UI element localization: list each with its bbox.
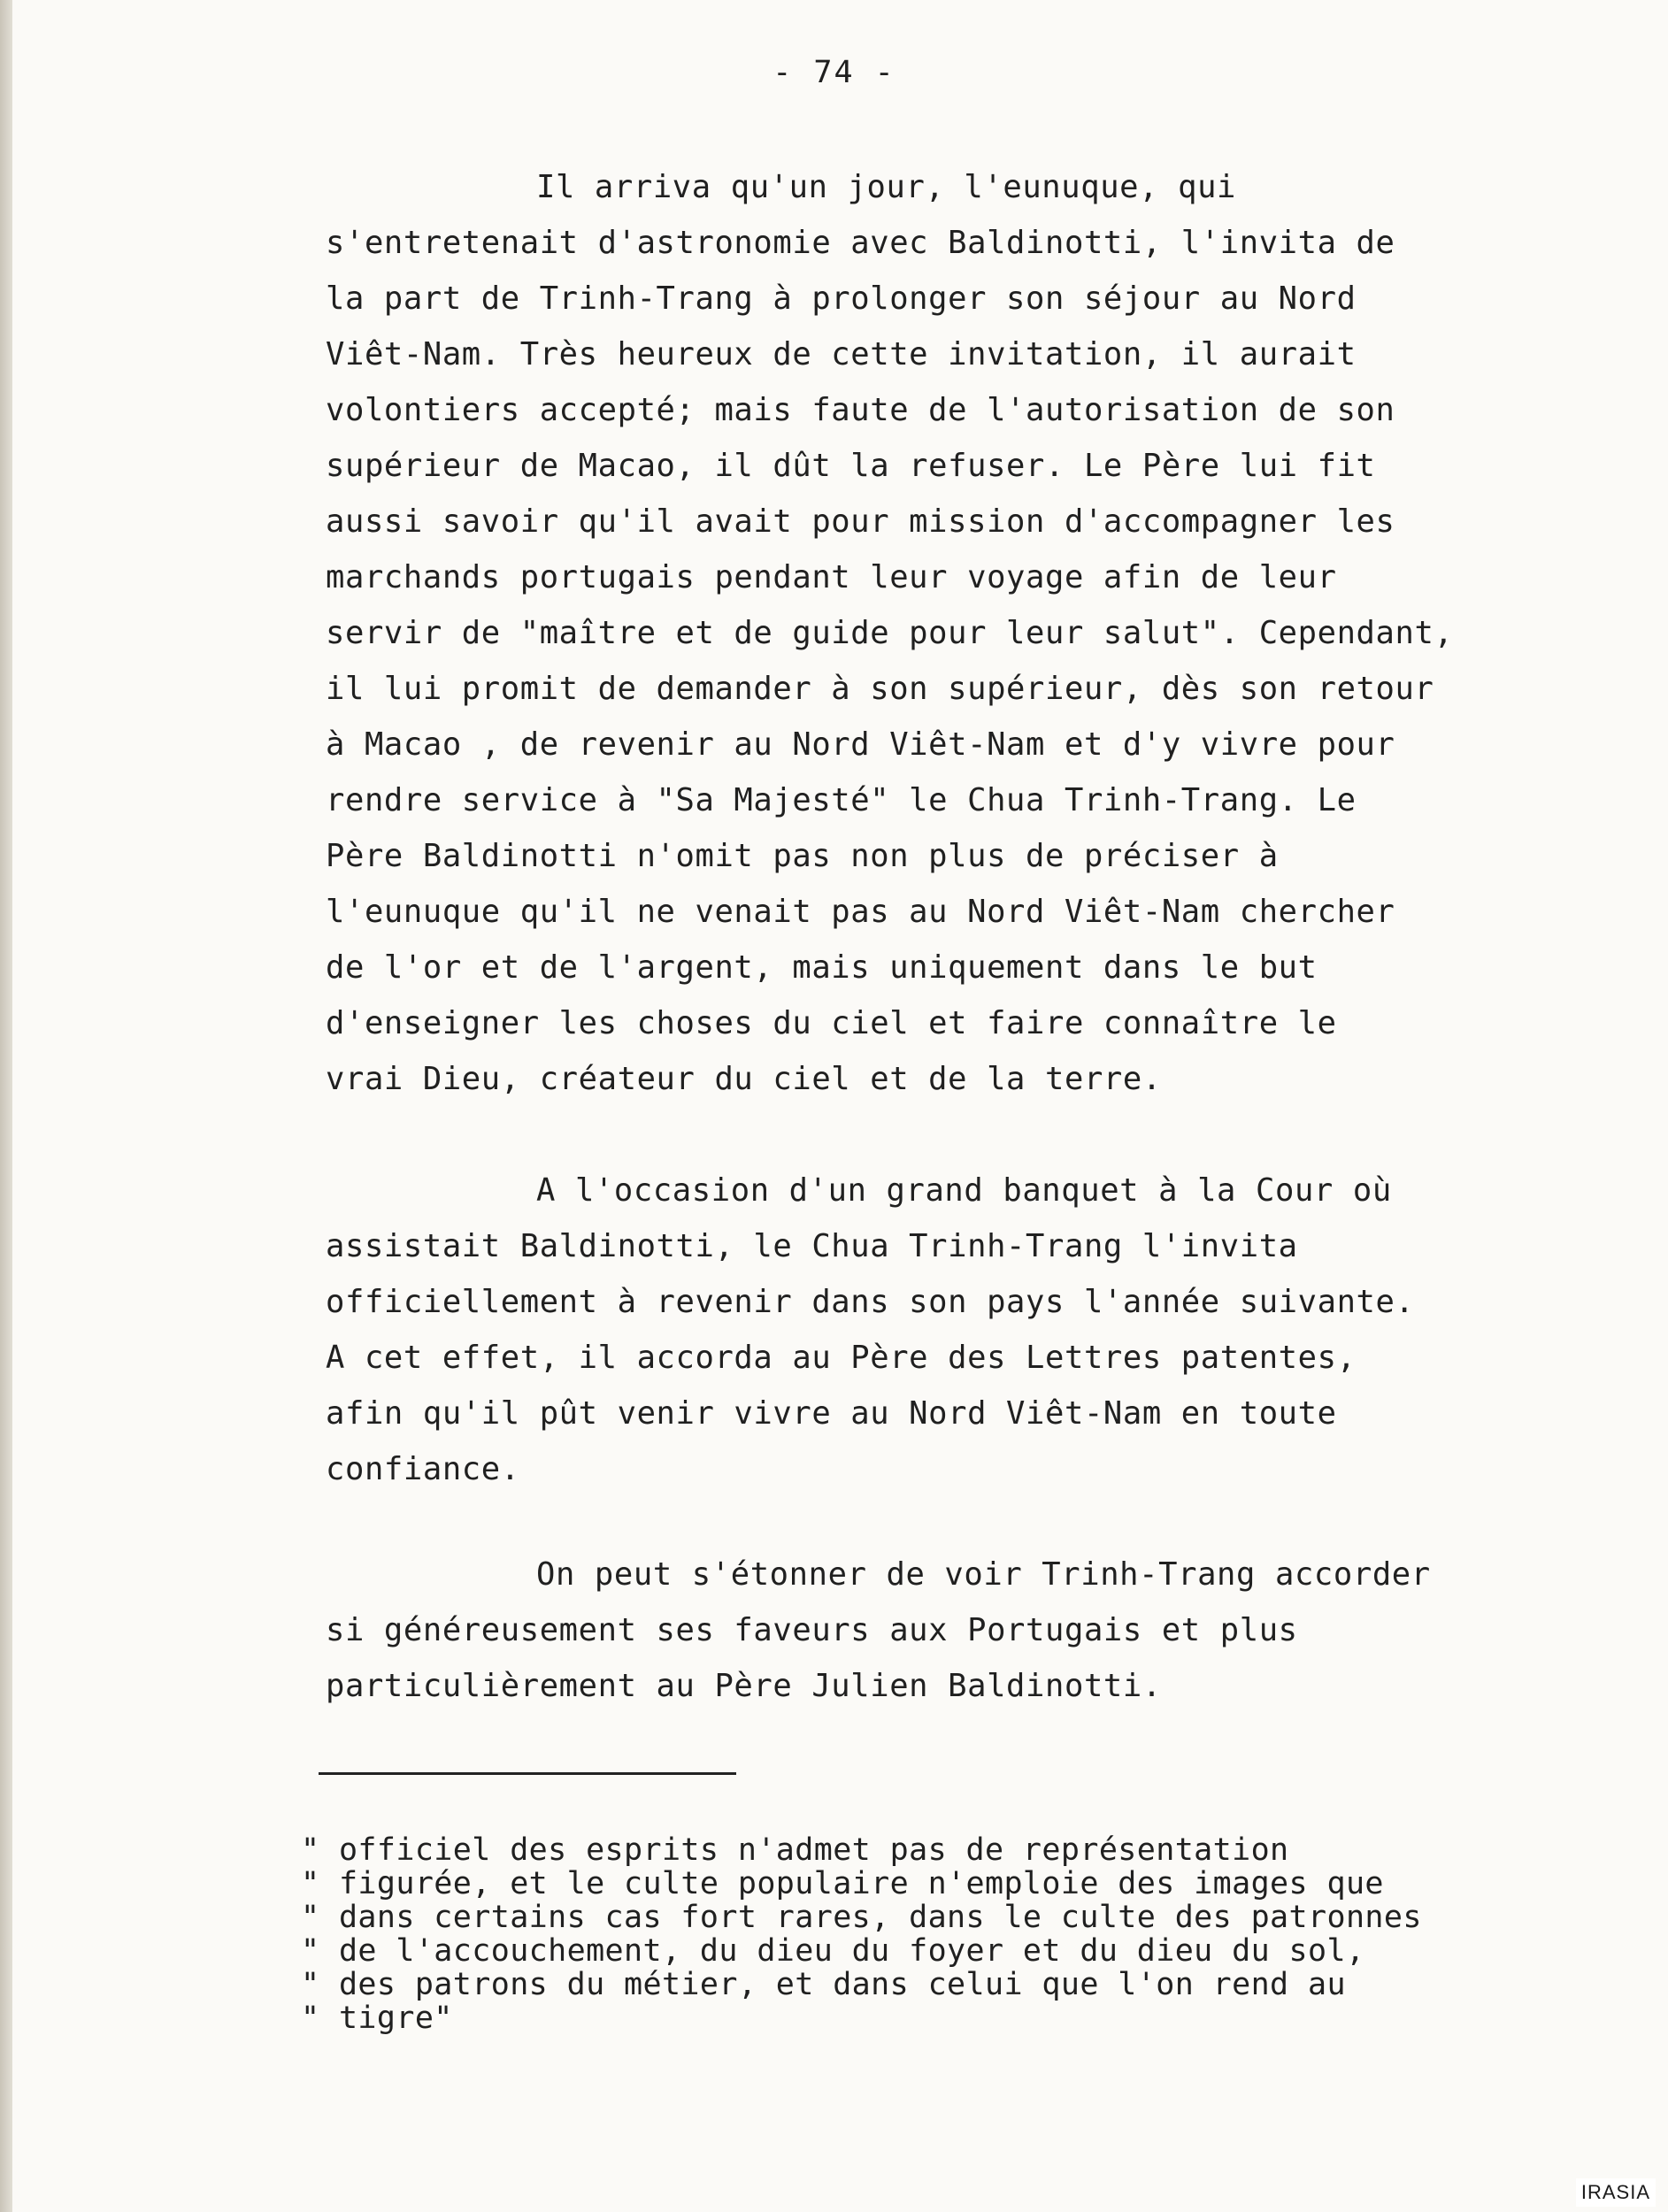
footnote-line: " figurée, et le culte populaire n'emploie des images que	[301, 1866, 1384, 1901]
text-line: il lui promit de demander à son supérieur, dès son retour	[326, 671, 1434, 707]
text-line: à Macao , de revenir au Nord Viêt-Nam et d'y vivre pour	[326, 726, 1395, 763]
text-line: la part de Trinh-Trang à prolonger son séjour au Nord	[326, 280, 1357, 317]
text-line: volontiers accepté; mais faute de l'autorisation de son	[326, 392, 1395, 428]
text-line: si généreusement ses faveurs aux Portugais et plus	[326, 1612, 1298, 1648]
footnote	[301, 1833, 1575, 2035]
text-line: confiance.	[326, 1451, 520, 1487]
text-line: officiellement à revenir dans son pays l'année suivante.	[326, 1284, 1415, 1320]
text-line: l'eunuque qu'il ne venait pas au Nord Viêt-Nam chercher	[326, 894, 1395, 930]
text-line: marchands portugais pendant leur voyage afin de leur	[326, 559, 1337, 595]
text-line: particulièrement au Père Julien Baldinotti.	[326, 1668, 1162, 1704]
paragraph-3	[326, 1547, 1511, 1714]
text-line: On peut s'étonner de voir Trinh-Trang accorder	[536, 1556, 1431, 1593]
footnote-line: " de l'accouchement, du dieu du foyer et du dieu du sol,	[301, 1933, 1365, 1969]
footnote-line: " tigre"	[301, 2001, 453, 2036]
text-line: s'entretenait d'astronomie avec Baldinotti, l'invita de	[326, 225, 1395, 261]
page-number: - 74 -	[773, 55, 895, 90]
text-line: A cet effet, il accorda au Père des Lettres patentes,	[326, 1340, 1357, 1376]
text-line: A l'occasion d'un grand banquet à la Cour où	[536, 1172, 1392, 1209]
text-line: Père Baldinotti n'omit pas non plus de préciser à	[326, 838, 1279, 874]
paragraph-2	[326, 1163, 1511, 1497]
text-line: vrai Dieu, créateur du ciel et de la terre.	[326, 1061, 1162, 1097]
footnote-separator	[319, 1772, 736, 1775]
archive-watermark: IRASIA	[1576, 2178, 1656, 2207]
text-line: de l'or et de l'argent, mais uniquement dans le but	[326, 949, 1318, 986]
text-line: afin qu'il pût venir vivre au Nord Viêt-Nam en toute	[326, 1395, 1337, 1432]
paragraph-1	[326, 159, 1511, 1107]
text-line: Viêt-Nam. Très heureux de cette invitation, il aurait	[326, 336, 1357, 373]
text-line: supérieur de Macao, il dût la refuser. Le Père lui fit	[326, 448, 1376, 484]
text-line: assistait Baldinotti, le Chua Trinh-Trang l'invita	[326, 1228, 1298, 1264]
text-line: d'enseigner les choses du ciel et faire connaître le	[326, 1005, 1337, 1041]
text-line: servir de "maître et de guide pour leur salut". Cependant,	[326, 615, 1454, 651]
footnote-line: " dans certains cas fort rares, dans le culte des patronnes	[301, 1900, 1422, 1935]
footnote-line: " des patrons du métier, et dans celui que l'on rend au	[301, 1967, 1346, 2002]
footnote-line: " officiel des esprits n'admet pas de représentation	[301, 1832, 1289, 1868]
text-line: aussi savoir qu'il avait pour mission d'accompagner les	[326, 503, 1395, 540]
text-line: rendre service à "Sa Majesté" le Chua Trinh-Trang. Le	[326, 782, 1357, 818]
text-line: Il arriva qu'un jour, l'eunuque, qui	[536, 169, 1237, 205]
